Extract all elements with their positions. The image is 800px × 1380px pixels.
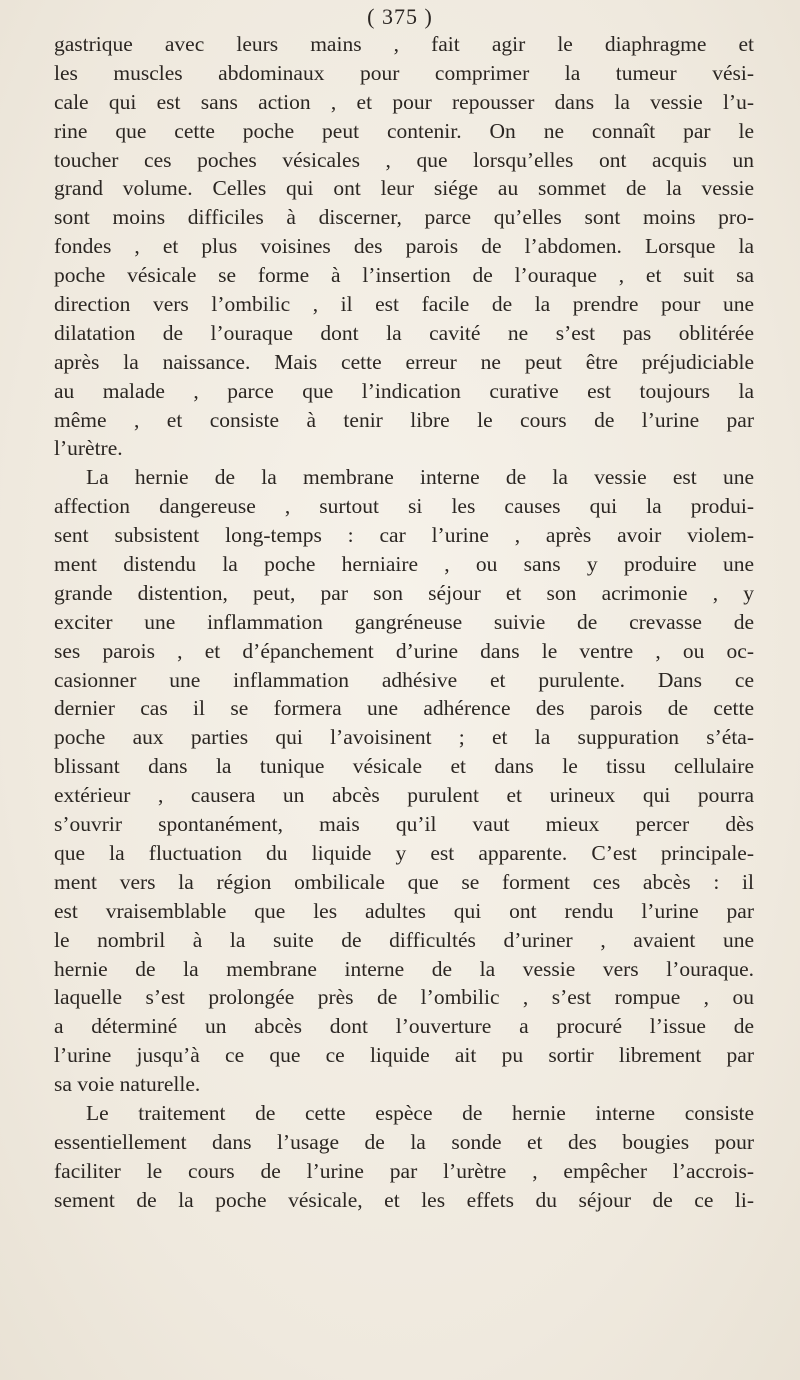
text-line: est vraisemblable que les adultes qui ont rendu l’urine par — [54, 898, 754, 923]
text-line: Le traitement de cette espèce de hernie interne consiste — [86, 1100, 754, 1125]
text-line: au malade , parce que l’indication curative est toujours la — [54, 378, 754, 403]
text-line: ment distendu la poche herniaire , ou sans y produire une — [54, 552, 754, 577]
text-line: après la naissance. Mais cette erreur ne peut être préjudiciable — [54, 349, 754, 374]
text-line: faciliter le cours de l’urine par l’urètre , empêcher l’accrois- — [54, 1158, 754, 1183]
text-line: l’urine jusqu’à ce que ce liquide ait pu sortir librement par — [54, 1043, 754, 1068]
text-line: dilatation de l’ouraque dont la cavité ne s’est pas oblitérée — [54, 320, 754, 345]
text-line: ses parois , et d’épanchement d’urine dans le ventre , ou oc- — [54, 638, 754, 663]
text-line: poche vésicale se forme à l’insertion de l’ouraque , et suit sa — [54, 263, 754, 288]
text-line: ment vers la région ombilicale que se forment ces abcès : il — [54, 869, 754, 894]
body-text — [54, 30, 754, 1215]
text-line: sa voie naturelle. — [54, 1072, 201, 1097]
text-line: fondes , et plus voisines des parois de l’abdomen. Lorsque la — [54, 234, 754, 259]
text-line: dernier cas il se formera une adhérence des parois de cette — [54, 696, 754, 721]
page-number: ( 375 ) — [367, 4, 433, 29]
text-line: même , et consiste à tenir libre le cours de l’urine par — [54, 407, 754, 432]
text-line: La hernie de la membrane interne de la vessie est une — [86, 465, 754, 490]
text-line: les muscles abdominaux pour comprimer la tumeur vési- — [54, 60, 754, 85]
text-line: sont moins difficiles à discerner, parce qu’elles sont moins pro- — [54, 205, 754, 230]
text-line: gastrique avec leurs mains , fait agir le diaphragme et — [54, 32, 754, 56]
text-line: poche aux parties qui l’avoisinent ; et la suppuration s’éta- — [54, 725, 754, 750]
text-line: l’urètre. — [54, 436, 123, 461]
text-line: hernie de la membrane interne de la vessie vers l’ouraque. — [54, 956, 754, 981]
text-line: grande distention, peut, par son séjour et son acrimonie , y — [54, 580, 754, 605]
text-line: affection dangereuse , surtout si les causes qui la produi- — [54, 494, 754, 519]
text-line: extérieur , causera un abcès purulent et urineux qui pourra — [54, 783, 754, 808]
text-line: rine que cette poche peut contenir. On ne connaît par le — [54, 118, 754, 143]
text-line: cale qui est sans action , et pour repousser dans la vessie l’u- — [54, 89, 754, 114]
text-line: toucher ces poches vésicales , que lorsqu’elles ont acquis un — [54, 147, 754, 172]
text-line: essentiellement dans l’usage de la sonde et des bougies pour — [54, 1129, 754, 1154]
text-line: que la fluctuation du liquide y est apparente. C’est principale- — [54, 840, 754, 865]
text-line: blissant dans la tunique vésicale et dans le tissu cellulaire — [54, 754, 754, 779]
text-line: s’ouvrir spontanément, mais qu’il vaut mieux percer dès — [54, 812, 754, 837]
text-line: sement de la poche vésicale, et les effets du séjour de ce li- — [54, 1187, 754, 1212]
text-line: le nombril à la suite de difficultés d’uriner , avaient une — [54, 927, 754, 952]
text-line: a déterminé un abcès dont l’ouverture a procuré l’issue de — [54, 1014, 754, 1039]
text-line: casionner une inflammation adhésive et purulente. Dans ce — [54, 667, 754, 692]
text-line: direction vers l’ombilic , il est facile de la prendre pour une — [54, 292, 754, 317]
text-line: sent subsistent long-temps : car l’urine , après avoir violem- — [54, 523, 754, 548]
text-line: exciter une inflammation gangréneuse suivie de crevasse de — [54, 609, 754, 634]
text-line: laquelle s’est prolongée près de l’ombilic , s’est rompue , ou — [54, 985, 754, 1010]
text-line: grand volume. Celles qui ont leur siége au sommet de la vessie — [54, 176, 754, 201]
